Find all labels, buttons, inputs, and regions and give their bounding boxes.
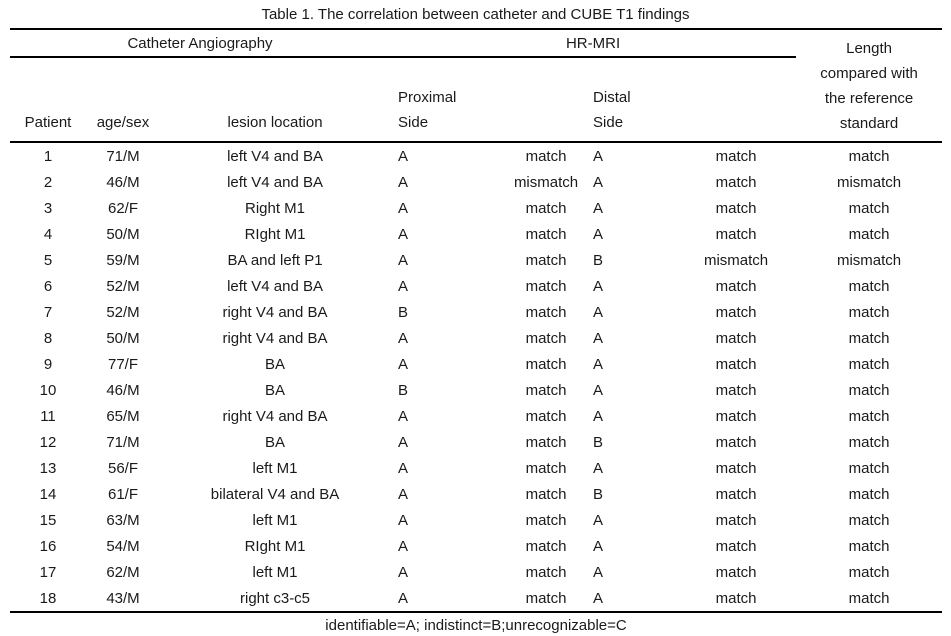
cell-proximal-grade: A <box>398 199 409 217</box>
cell-age-sex: 61/F <box>107 485 138 503</box>
cell-patient: 14 <box>39 485 57 503</box>
cell-length-result: match <box>848 329 890 347</box>
table-row <box>10 533 942 559</box>
cell-lesion-location: right V4 and BA <box>222 329 328 347</box>
cell-length-result: match <box>848 433 890 451</box>
column-header-proximal-side-text: Proximal Side <box>398 89 457 131</box>
table-row <box>10 142 942 169</box>
cell-distal-match: match <box>715 563 757 581</box>
cell-proximal-match: match <box>525 433 567 451</box>
cell-lesion-location: left V4 and BA <box>227 173 323 191</box>
cell-lesion-location: BA <box>265 355 286 373</box>
cell-age-sex: 59/M <box>106 251 140 269</box>
cell-lesion-location: BA <box>265 433 286 451</box>
cell-patient: 3 <box>43 199 53 217</box>
table-row <box>10 455 942 481</box>
cell-proximal-match: match <box>525 355 567 373</box>
group-header-row <box>10 29 942 57</box>
cell-proximal-match: match <box>525 485 567 503</box>
cell-age-sex: 65/M <box>106 407 140 425</box>
table-row <box>10 325 942 351</box>
table-title: Table 1. The correlation between catheter and CUBE T1 findings <box>261 6 690 23</box>
cell-patient: 16 <box>39 537 57 555</box>
cell-distal-grade: A <box>593 407 604 425</box>
column-header-patient: Patient <box>10 57 86 142</box>
cell-distal-grade: A <box>593 199 604 217</box>
table-row <box>10 299 942 325</box>
cell-proximal-grade: B <box>398 381 409 399</box>
cell-distal-match: match <box>715 173 757 191</box>
cell-distal-match: match <box>715 381 757 399</box>
table-row <box>10 403 942 429</box>
cell-lesion-location: right c3-c5 <box>240 589 311 607</box>
table-row <box>10 195 942 221</box>
cell-proximal-match: match <box>525 407 567 425</box>
cell-patient: 9 <box>43 355 53 373</box>
cell-distal-grade: A <box>593 589 604 607</box>
cell-lesion-location: BA and left P1 <box>227 251 323 269</box>
cell-distal-match: match <box>715 589 757 607</box>
column-header-distal-side <box>593 57 676 142</box>
cell-distal-match: match <box>715 459 757 477</box>
cell-distal-match: match <box>715 199 757 217</box>
cell-age-sex: 62/M <box>106 563 140 581</box>
cell-length-result: mismatch <box>836 251 902 269</box>
cell-patient: 7 <box>43 303 53 321</box>
cell-proximal-grade: A <box>398 433 409 451</box>
cell-proximal-match: mismatch <box>513 173 579 191</box>
table-row <box>10 351 942 377</box>
cell-age-sex: 71/M <box>106 433 140 451</box>
table-row <box>10 559 942 585</box>
cell-age-sex: 52/M <box>106 303 140 321</box>
cell-distal-match: match <box>715 303 757 321</box>
cell-distal-match: match <box>715 537 757 555</box>
cell-distal-grade: A <box>593 173 604 191</box>
cell-length-result: match <box>848 563 890 581</box>
cell-patient: 15 <box>39 511 57 529</box>
cell-distal-match: match <box>715 147 757 165</box>
cell-length-result: match <box>848 511 890 529</box>
cell-proximal-match: match <box>525 537 567 555</box>
table-row <box>10 377 942 403</box>
cell-distal-match: match <box>715 485 757 503</box>
cell-length-result: match <box>848 147 890 165</box>
cell-proximal-grade: A <box>398 459 409 477</box>
cell-lesion-location: left M1 <box>252 511 298 529</box>
cell-proximal-match: match <box>525 511 567 529</box>
cell-age-sex: 50/M <box>106 225 140 243</box>
table-row <box>10 507 942 533</box>
cell-distal-match: mismatch <box>703 251 769 269</box>
cell-length-result: match <box>848 589 890 607</box>
cell-lesion-location: left V4 and BA <box>227 147 323 165</box>
table-body <box>10 142 942 612</box>
cell-lesion-location: bilateral V4 and BA <box>210 485 340 503</box>
correlation-table <box>10 28 942 636</box>
cell-length-result: match <box>848 355 890 373</box>
column-header-age-sex: age/sex <box>86 57 160 142</box>
cell-proximal-grade: A <box>398 277 409 295</box>
cell-lesion-location: left V4 and BA <box>227 277 323 295</box>
cell-lesion-location: Right M1 <box>245 199 306 217</box>
cell-age-sex: 63/M <box>106 511 140 529</box>
cell-distal-match: match <box>715 277 757 295</box>
cell-distal-grade: A <box>593 147 604 165</box>
cell-lesion-location: RIght M1 <box>244 537 306 555</box>
cell-proximal-grade: A <box>398 173 409 191</box>
column-header-length-compared <box>796 29 942 142</box>
cell-age-sex: 62/F <box>107 199 138 217</box>
group-header-hr-mri: HR-MRI <box>390 29 796 57</box>
table-row <box>10 273 942 299</box>
cell-distal-grade: A <box>593 225 604 243</box>
cell-age-sex: 43/M <box>106 589 140 607</box>
cell-proximal-match: match <box>525 225 567 243</box>
cell-age-sex: 54/M <box>106 537 140 555</box>
cell-patient: 12 <box>39 433 57 451</box>
cell-lesion-location: RIght M1 <box>244 225 306 243</box>
cell-lesion-location: BA <box>265 381 286 399</box>
cell-distal-grade: B <box>593 433 604 451</box>
table-header <box>10 29 942 142</box>
cell-length-result: match <box>848 485 890 503</box>
cell-proximal-grade: A <box>398 251 409 269</box>
cell-age-sex: 71/M <box>106 147 140 165</box>
cell-distal-grade: B <box>593 485 604 503</box>
cell-distal-match: match <box>715 355 757 373</box>
cell-proximal-match: match <box>525 381 567 399</box>
cell-proximal-grade: A <box>398 537 409 555</box>
table-row <box>10 429 942 455</box>
cell-proximal-match: match <box>525 303 567 321</box>
cell-length-result: match <box>848 303 890 321</box>
table-row <box>10 221 942 247</box>
cell-proximal-grade: A <box>398 329 409 347</box>
cell-distal-match: match <box>715 511 757 529</box>
cell-age-sex: 77/F <box>107 355 138 373</box>
cell-proximal-grade: A <box>398 511 409 529</box>
cell-distal-match: match <box>715 407 757 425</box>
cell-distal-match: match <box>715 225 757 243</box>
cell-patient: 4 <box>43 225 53 243</box>
cell-age-sex: 52/M <box>106 277 140 295</box>
table-footer <box>10 612 942 636</box>
cell-proximal-grade: A <box>398 147 409 165</box>
column-header-distal-side-text: Distal Side <box>593 89 631 131</box>
cell-distal-grade: A <box>593 563 604 581</box>
cell-distal-grade: A <box>593 537 604 555</box>
cell-distal-grade: A <box>593 511 604 529</box>
cell-length-result: match <box>848 199 890 217</box>
cell-proximal-grade: A <box>398 355 409 373</box>
cell-distal-match: match <box>715 433 757 451</box>
cell-distal-grade: A <box>593 277 604 295</box>
cell-proximal-match: match <box>525 329 567 347</box>
cell-patient: 11 <box>40 407 56 425</box>
cell-distal-match: match <box>715 329 757 347</box>
cell-proximal-match: match <box>525 199 567 217</box>
column-header-length-text: Length compared with the reference standard <box>820 39 918 132</box>
cell-age-sex: 56/F <box>107 459 138 477</box>
cell-proximal-grade: B <box>398 303 409 321</box>
cell-age-sex: 50/M <box>106 329 140 347</box>
cell-patient: 13 <box>39 459 57 477</box>
cell-proximal-grade: A <box>398 589 409 607</box>
cell-length-result: match <box>848 537 890 555</box>
cell-length-result: match <box>848 459 890 477</box>
footnote-row <box>10 612 942 636</box>
cell-distal-grade: B <box>593 251 604 269</box>
cell-proximal-grade: A <box>398 225 409 243</box>
table-row <box>10 169 942 195</box>
cell-length-result: match <box>848 225 890 243</box>
column-header-distal-match-spacer <box>676 57 796 142</box>
cell-patient: 18 <box>39 589 57 607</box>
group-header-catheter-angiography: Catheter Angiography <box>10 29 390 57</box>
cell-proximal-match: match <box>525 251 567 269</box>
column-header-proximal-match-spacer <box>499 57 593 142</box>
cell-distal-grade: A <box>593 303 604 321</box>
cell-length-result: match <box>848 407 890 425</box>
cell-length-result: mismatch <box>836 173 902 191</box>
cell-lesion-location: right V4 and BA <box>222 303 328 321</box>
table-row <box>10 585 942 612</box>
cell-proximal-match: match <box>525 277 567 295</box>
table-row <box>10 481 942 507</box>
cell-patient: 17 <box>39 563 57 581</box>
cell-patient: 10 <box>39 381 57 399</box>
cell-age-sex: 46/M <box>106 173 140 191</box>
cell-patient: 6 <box>43 277 53 295</box>
cell-proximal-grade: A <box>398 485 409 503</box>
cell-proximal-match: match <box>525 589 567 607</box>
cell-lesion-location: left M1 <box>252 563 298 581</box>
table-row <box>10 247 942 273</box>
cell-proximal-grade: A <box>398 407 409 425</box>
table-footnote: identifiable=A; indistinct=B;unrecognizable=C <box>10 612 942 636</box>
cell-lesion-location: left M1 <box>252 459 298 477</box>
cell-age-sex: 46/M <box>106 381 140 399</box>
cell-distal-grade: A <box>593 381 604 399</box>
cell-patient: 2 <box>43 173 53 191</box>
cell-length-result: match <box>848 381 890 399</box>
cell-distal-grade: A <box>593 329 604 347</box>
column-header-proximal-side <box>390 57 499 142</box>
cell-proximal-match: match <box>525 147 567 165</box>
cell-distal-grade: A <box>593 459 604 477</box>
cell-distal-grade: A <box>593 355 604 373</box>
cell-length-result: match <box>848 277 890 295</box>
column-header-lesion-location: lesion location <box>160 57 390 142</box>
cell-lesion-location: right V4 and BA <box>222 407 328 425</box>
cell-patient: 5 <box>43 251 53 269</box>
cell-patient: 1 <box>43 147 53 165</box>
cell-proximal-match: match <box>525 459 567 477</box>
cell-proximal-grade: A <box>398 563 409 581</box>
cell-patient: 8 <box>43 329 53 347</box>
cell-proximal-match: match <box>525 563 567 581</box>
